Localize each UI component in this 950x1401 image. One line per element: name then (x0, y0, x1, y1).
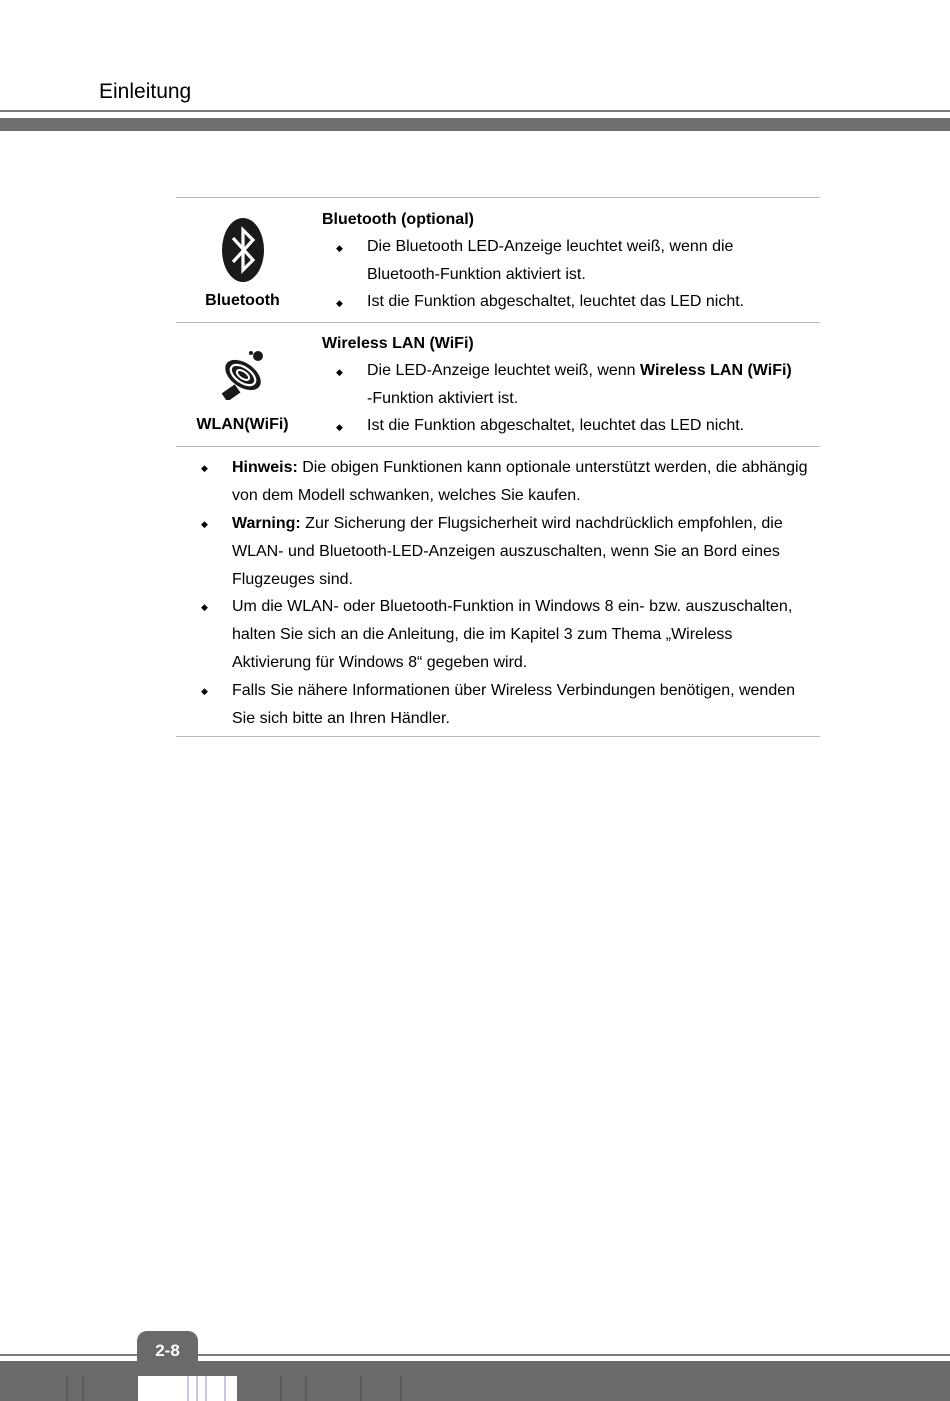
header-rule (0, 110, 950, 112)
note-info-line-2: Sie sich bitte an Ihren Händler. (232, 710, 450, 727)
wlan-bullet-1-line-1 (367, 362, 792, 380)
footer-decoration (205, 1376, 207, 1401)
footer-decoration (187, 1376, 189, 1401)
note-hinweis-text: Die obigen Funktionen kann optionale unterstützt werden, die abhängig (297, 459, 808, 476)
wlan-bullet-1-line-2: -Funktion aktiviert ist. (367, 390, 519, 407)
footer-decoration (66, 1376, 68, 1401)
footer-decoration (224, 1376, 226, 1401)
footer-decoration (400, 1376, 402, 1401)
note-warning-line-2: WLAN- und Bluetooth-LED-Anzeigen auszuschalten, wenn Sie an Bord eines (232, 543, 780, 560)
wlan-bullet-1-bold: Wireless LAN (WiFi) (640, 362, 792, 379)
note-warning-text: Zur Sicherung der Flugsicherheit wird nachdrücklich empfohlen, die (300, 515, 783, 532)
note-hinweis-line-1 (232, 459, 807, 477)
note-warning-label: Warning: (232, 515, 301, 532)
footer-decoration (280, 1376, 282, 1401)
bluetooth-bullet-1-line-2: Bluetooth-Funktion aktiviert ist. (367, 266, 586, 283)
bullet-icon: ◆ (201, 602, 208, 612)
note-windows-line-3: Aktivierung für Windows 8“ gegeben wird. (232, 654, 528, 671)
wlan-bullet-1-text: Die LED-Anzeige leuchtet weiß, wenn (367, 362, 641, 379)
bluetooth-label: Bluetooth (205, 292, 280, 309)
note-hinweis-label: Hinweis: (232, 459, 298, 476)
footer-decoration (196, 1376, 198, 1401)
notes-bottom-rule (176, 736, 820, 737)
bluetooth-bullet-1-line-1: Die Bluetooth LED-Anzeige leuchtet weiß, wenn die (367, 238, 734, 255)
table-row-divider (176, 322, 820, 323)
wlan-bullet-2: Ist die Funktion abgeschaltet, leuchtet das LED nicht. (367, 417, 745, 434)
table-row-divider (176, 446, 820, 447)
footer-decoration (360, 1376, 362, 1401)
bluetooth-section-title: Bluetooth (optional) (322, 211, 474, 228)
bullet-icon: ◆ (336, 243, 343, 253)
note-warning-line-3: Flugzeuges sind. (232, 571, 353, 588)
header-bar (0, 118, 950, 131)
wlan-section-title: Wireless LAN (WiFi) (322, 335, 474, 352)
footer-decoration (305, 1376, 307, 1401)
note-warning-line-1 (232, 515, 783, 533)
bullet-icon: ◆ (201, 686, 208, 696)
page-number: 2-8 (137, 1331, 198, 1365)
bullet-icon: ◆ (336, 422, 343, 432)
note-windows-line-1: Um die WLAN- oder Bluetooth-Funktion in Windows 8 ein- bzw. auszuschalten, (232, 598, 793, 615)
chapter-title: Einleitung (99, 80, 192, 103)
bullet-icon: ◆ (336, 367, 343, 377)
footer-decoration (82, 1376, 84, 1401)
note-windows-line-2: halten Sie sich an die Anleitung, die im Kapitel 3 zum Thema „Wireless (232, 626, 733, 643)
table-top-rule (176, 197, 820, 198)
bullet-icon: ◆ (336, 298, 343, 308)
note-info-line-1: Falls Sie nähere Informationen über Wireless Verbindungen benötigen, wenden (232, 682, 796, 699)
bullet-icon: ◆ (201, 463, 208, 473)
bluetooth-bullet-2: Ist die Funktion abgeschaltet, leuchtet das LED nicht. (367, 293, 745, 310)
wlan-satellite-icon (218, 348, 268, 405)
bullet-icon: ◆ (201, 519, 208, 529)
note-hinweis-line-2: von dem Modell schwanken, welches Sie kaufen. (232, 487, 581, 504)
bluetooth-icon (221, 217, 265, 288)
wlan-label: WLAN(WiFi) (196, 416, 289, 433)
